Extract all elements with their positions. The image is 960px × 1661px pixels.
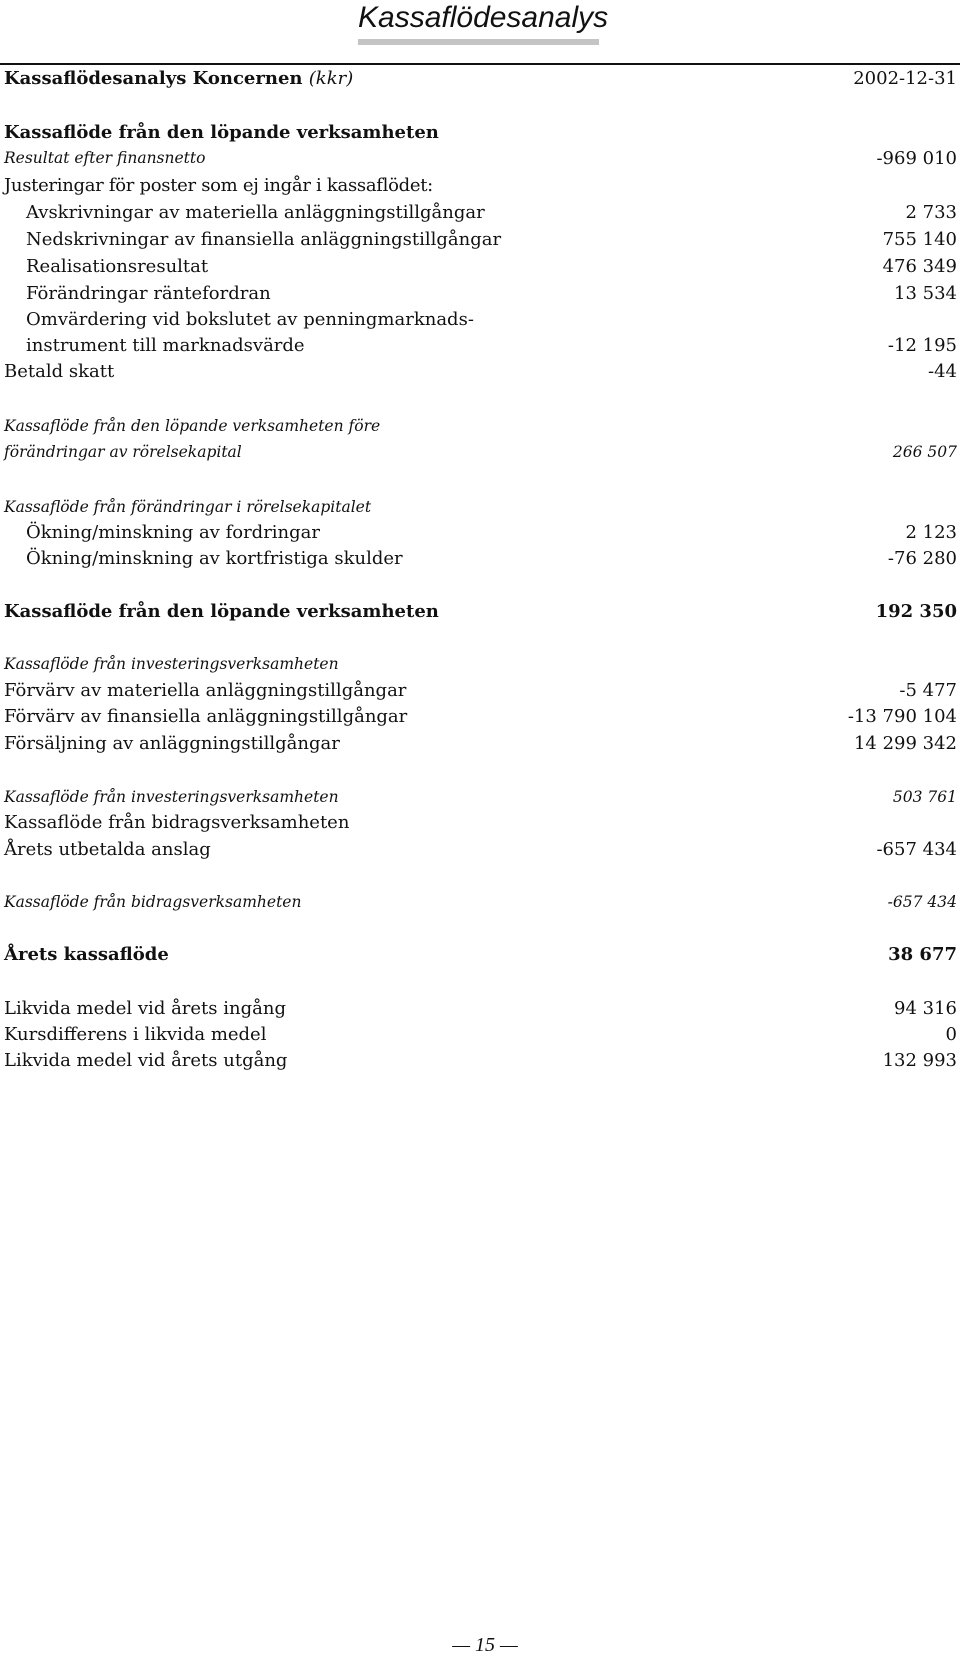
total-cashflow [4,940,957,968]
row-value: 476 349 [882,255,957,277]
table-row [4,994,957,1022]
row-label: Årets kassaflöde [4,943,169,965]
row-label: Förvärv av finansiella anläggningstillgångar [4,705,408,727]
table-row [4,225,957,253]
subtotal-investing [4,783,957,811]
row-label: Omvärdering vid bokslutet av penningmarknads- [26,308,474,330]
row-label: Kassaflöde från bidragsverksamheten [4,811,350,833]
row-value: 2 733 [905,201,957,223]
row-label: Kassaflöde från bidragsverksamheten [4,893,302,911]
row-value: 266 507 [892,443,957,461]
row-label: Kassaflöde från den löpande verksamheten [4,600,439,622]
row-label: Försäljning av anläggningstillgångar [4,732,340,754]
table-row [4,279,957,307]
row-value: 94 316 [894,997,957,1019]
row-label: Likvida medel vid årets ingång [4,997,286,1019]
section-heading-investing [4,650,957,678]
row-value: 14 299 342 [853,732,957,754]
title-underline-bar [358,39,599,45]
row-label: instrument till marknadsvärde [26,334,305,356]
row-value: 755 140 [882,228,957,250]
table-row [4,835,957,863]
report-title: Kassaflödesanalys Koncernen [4,67,303,89]
table-row [4,252,957,280]
row-label: Kassaflöde från den löpande verksamheten före [4,417,381,435]
table-row [4,357,957,385]
row-value: -5 477 [899,679,957,701]
table-row [4,518,957,546]
table-row [4,1046,957,1074]
header-rule [0,63,960,65]
row-label: Förändringar räntefordran [26,282,271,304]
row-value: -76 280 [887,547,957,569]
row-value: -657 434 [876,838,957,860]
row-label: Årets utbetalda anslag [4,838,211,860]
table-row [4,702,957,730]
subtotal-row [4,438,957,466]
section-heading-operating [4,118,957,146]
row-label: förändringar av rörelsekapital [4,443,242,461]
subtotal-heading [4,412,957,440]
row-label: Kassaflöde från förändringar i rörelsekapitalet [4,498,372,516]
row-value: 0 [945,1023,957,1045]
table-row [4,331,957,359]
report-title-group [4,68,353,89]
table-row [4,171,957,199]
row-value: -13 790 104 [847,705,957,727]
table-row [4,144,957,172]
row-label: Likvida medel vid årets utgång [4,1049,288,1071]
section-heading-grants [4,808,957,836]
report-unit: (kkr) [308,67,354,89]
row-label: Kassaflöde från den löpande verksamheten [4,121,439,143]
row-value: 13 534 [894,282,957,304]
row-value: -969 010 [876,147,957,169]
table-row [4,305,957,333]
row-label: Ökning/minskning av fordringar [26,521,321,543]
row-value: 132 993 [882,1049,957,1071]
report-date: 2002-12-31 [853,67,957,89]
row-label: Betald skatt [4,360,115,382]
table-row [4,729,957,757]
row-label: Kassaflöde från investeringsverksamheten [4,655,339,673]
row-label: Kursdifferens i likvida medel [4,1023,267,1045]
row-label: Resultat efter finansnetto [4,149,206,167]
section-heading-working-capital [4,493,957,521]
row-value: 192 350 [875,600,957,622]
table-row [4,676,957,704]
row-label: Förvärv av materiella anläggningstillgångar [4,679,407,701]
row-value: 2 123 [905,521,957,543]
row-label: Realisationsresultat [26,255,209,277]
row-value: -12 195 [887,334,957,356]
row-value: 38 677 [888,943,957,965]
report-header [4,64,957,92]
table-row [4,1020,957,1048]
table-row [4,198,957,226]
row-label: Justeringar för poster som ej ingår i kassaflödet: [4,174,433,196]
row-label: Avskrivningar av materiella anläggningstillgångar [26,201,485,223]
row-value: 503 761 [892,788,957,806]
subtotal-grants [4,888,957,916]
row-label: Nedskrivningar av finansiella anläggningstillgångar [26,228,502,250]
row-label: Kassaflöde från investeringsverksamheten [4,788,339,806]
row-label: Ökning/minskning av kortfristiga skulder [26,547,403,569]
table-row [4,544,957,572]
page-number: — 15 — [452,1634,518,1656]
row-value: -44 [928,360,957,382]
page-title: Kassaflödesanalys [358,1,609,34]
total-operating [4,597,957,625]
row-value: -657 434 [887,893,957,911]
